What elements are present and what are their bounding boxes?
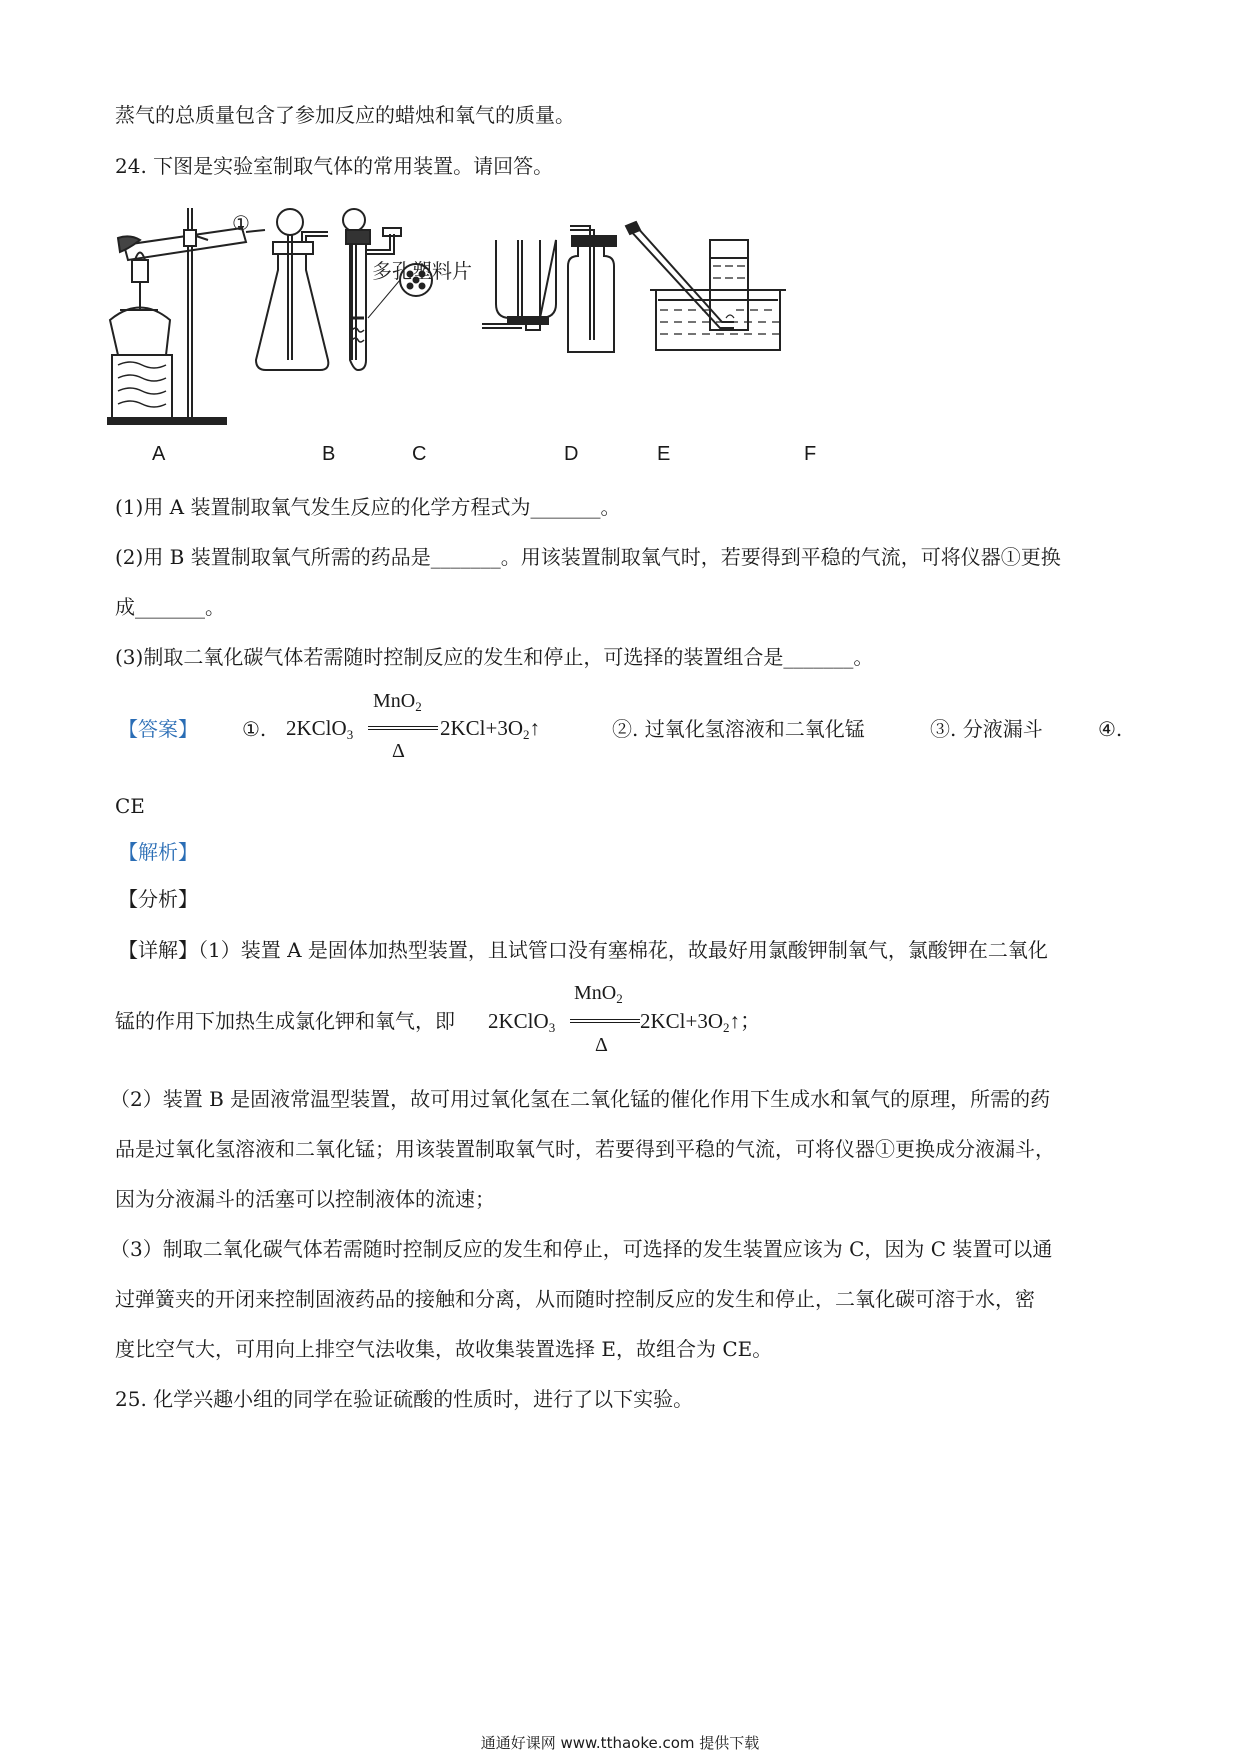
apparatus-d <box>482 240 556 330</box>
apparatus-c <box>343 209 432 370</box>
answer-tag: 【答案】 <box>118 717 198 741</box>
apparatus-e <box>568 226 616 352</box>
porous-plate-label: 多孔塑料片 <box>372 259 472 283</box>
detail-1-line1: 【详解】（1）装置 A 是固体加热型装置，且试管口没有塞棉花，故最好用氯酸钾制氧气，氯酸钾在二氧化 <box>118 938 1048 962</box>
answer-item2: ②. 过氧化氢溶液和二氧化锰 <box>612 717 865 741</box>
detail-3-line2: 过弹簧夹的开闭来控制固液药品的接触和分离，从而随时控制反应的发生和停止，二氧化碳可溶于水，密 <box>115 1287 1035 1311</box>
answer-item4-value: CE <box>115 794 145 818</box>
instrument-marker: ① <box>232 211 250 235</box>
question-2-line2: 成_______。 <box>115 595 225 619</box>
label-e: E <box>657 443 671 465</box>
question-3: (3)制取二氧化碳气体若需随时控制反应的发生和停止，可选择的装置组合是_______。 <box>115 645 874 669</box>
question-1: (1)用 A 装置制取氧气发生反应的化学方程式为_______。 <box>115 495 621 519</box>
question-24-title: 24. 下图是实验室制取气体的常用装置。请回答。 <box>115 154 554 178</box>
answer-item1-number: ①. <box>242 717 267 741</box>
label-d: D <box>564 443 579 465</box>
page-footer: 通通好课网 www.tthaoke.com 提供下载 <box>480 1734 760 1752</box>
answer-item4-number: ④. <box>1098 717 1123 741</box>
question-2-line1: (2)用 B 装置制取氧气所需的药品是_______。用该装置制取氧气时，若要得到平稳的气流，可将仪器①更换 <box>115 545 1061 569</box>
apparatus-b <box>256 209 328 370</box>
question-25-title: 25. 化学兴趣小组的同学在验证硫酸的性质时，进行了以下实验。 <box>115 1387 694 1411</box>
label-b: B <box>322 443 336 465</box>
label-f: F <box>804 443 817 465</box>
detail-2-line2: 品是过氧化氢溶液和二氧化锰；用该装置制取氧气时，若要得到平稳的气流，可将仪器①更换成分液漏斗， <box>115 1137 1055 1161</box>
apparatus-f <box>626 222 786 350</box>
label-c: C <box>412 443 427 465</box>
detail-3-line3: 度比空气大，可用向上排空气法收集，故收集装置选择 E，故组合为 CE。 <box>115 1337 773 1361</box>
apparatus-a <box>108 208 265 424</box>
answer-item3: ③. 分液漏斗 <box>930 717 1043 741</box>
analysis-fenxi: 【分析】 <box>118 887 198 911</box>
apparatus-figure <box>100 200 900 440</box>
detail-2-line3: 因为分液漏斗的活塞可以控制液体的流速； <box>115 1187 495 1211</box>
label-a: A <box>152 443 166 465</box>
paragraph-continuation: 蒸气的总质量包含了参加反应的蜡烛和氧气的质量。 <box>115 103 575 127</box>
detail-1-line2: 锰的作用下加热生成氯化钾和氧气，即 <box>115 1009 455 1033</box>
detail-3-line1: （3）制取二氧化碳气体若需随时控制反应的发生和停止，可选择的发生装置应该为 C，因为 C 装置可以通 <box>110 1237 1053 1261</box>
detail-2-line1: （2）装置 B 是固液常温型装置，故可用过氧化氢在二氧化锰的催化作用下生成水和氧气的原理，所需的药 <box>110 1087 1051 1111</box>
analysis-tag: 【解析】 <box>118 840 198 864</box>
